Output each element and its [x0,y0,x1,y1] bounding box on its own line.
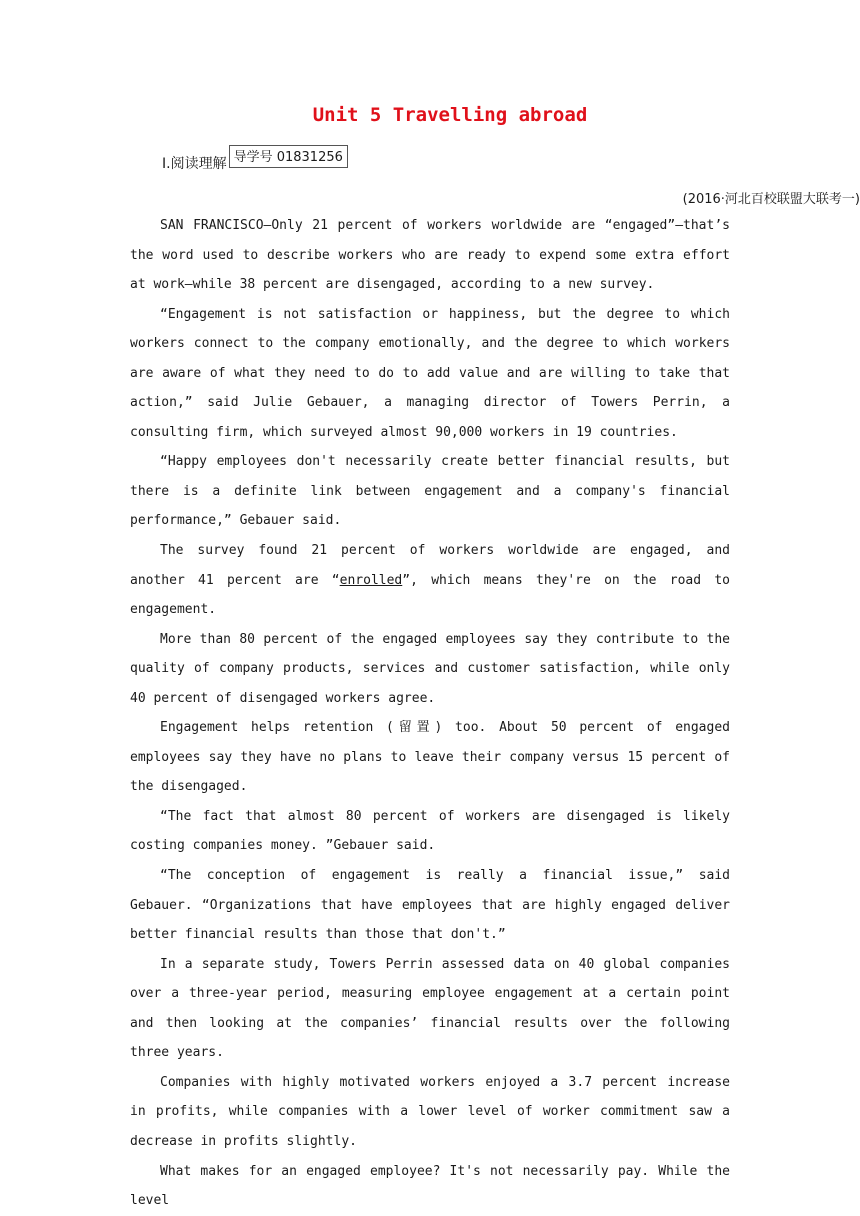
paragraph [130,536,730,625]
paragraph: SAN FRANCISCO—Only 21 percent of workers worldwide are “engaged”—that’s the word used to describe workers who are ready to expend some extra effort at work—while 38 percent are disengaged, according to a new survey. [130,218,730,293]
paragraph: What makes for an engaged employee? It's not necessarily pay. While the level [130,1163,730,1209]
page-title: Unit 5 Travelling abroad [312,104,588,126]
paragraph: Companies with highly motivated workers enjoyed a 3.7 percent increase in profits, while companies with a lower level of worker commitment saw a decrease in profits slightly. [130,1074,730,1149]
paragraph-text: The survey found 21 percent of workers worldwide are engaged, and another 41 percent are “ [130,543,730,588]
guide-number-box: 导学号 01831256 [229,145,348,168]
paragraph: “The fact that almost 80 percent of workers are disengaged is likely costing companies money. ”Gebauer said. [130,808,730,854]
paragraph: “The conception of engagement is really a financial issue,” said Gebauer. “Organizations that have employees that are highly engaged deliver better financial results than those that don't.” [130,868,730,943]
paragraph: More than 80 percent of the engaged employees say they contribute to the quality of company products, services and customer satisfaction, while only 40 percent of disengaged workers agree. [130,631,730,706]
section-label: Ⅰ.阅读理解 [162,155,227,172]
passage-body [130,211,730,1216]
underlined-word: enrolled [339,572,403,588]
paragraph-text: ”, which means they're on the road to engagement. [130,572,730,618]
paragraph: “Happy employees don't necessarily create better financial results, but there is a definite link between engagement and a company's financial performance,” Gebauer said. [130,454,730,529]
paragraph: Engagement helps retention (留置) too. About 50 percent of engaged employees say they have no plans to leave their company versus 15 percent of the disengaged. [130,720,730,795]
source-citation: (2016·河北百校联盟大联考一) [682,192,860,207]
paragraph: “Engagement is not satisfaction or happiness, but the degree to which workers connect to the company emotionally, and the degree to which workers are aware of what they need to do to add value and are willing to take that action,” said Julie Gebauer, a managing director of Towers Perrin, a consulting firm, which surveyed almost 90,000 workers in 19 countries. [130,306,730,440]
paragraph: In a separate study, Towers Perrin assessed data on 40 global companies over a three-year period, measuring employee engagement at a certain point and then looking at the companies’ financial results over the following three years. [130,956,730,1061]
section-header [162,151,348,174]
